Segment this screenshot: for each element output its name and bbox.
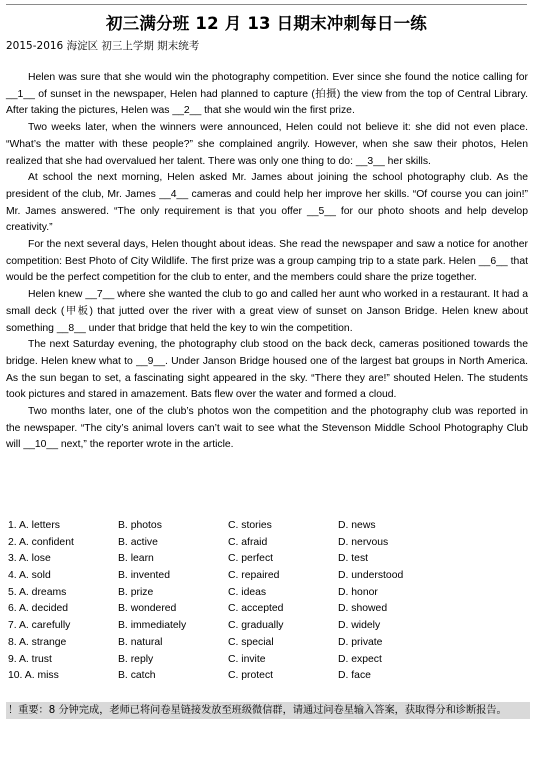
- question-row: [8, 568, 448, 585]
- option-d: D. news: [338, 520, 376, 531]
- exam-source: 2015-2016 海淀区 初三上学期 期末统考: [6, 40, 200, 52]
- question-row: [8, 601, 448, 618]
- option-d: D. test: [338, 553, 369, 565]
- top-rule: [6, 4, 527, 5]
- question-row: [8, 635, 448, 652]
- option-a: 1. A. letters: [8, 520, 60, 531]
- paragraph: The next Saturday evening, the photography club stood on the back deck, cameras positioned towards the bridge. Helen knew what to __9__. Under Janson Bridge housed one of the largest bat groups in North America. As the sun began to set, a fascinating sight appeared in the sky. “There they are!” shouted Helen. The students took pictures and stared in amazement. Bats flew over the water and formed a cloud.: [6, 339, 528, 401]
- paragraph: At school the next morning, Helen asked Mr. James about joining the school photography club. As the president of the club, Mr. James __4__ cameras and could help her improve her skills. “Of course you can join!” Mr. James answered. “The only requirement is that you offer __5__ for our photo shoots and help develop creativity.”: [6, 172, 528, 234]
- option-d: D. widely: [338, 620, 381, 632]
- answer-options: [8, 518, 448, 685]
- question-row: [8, 668, 448, 685]
- option-b: B. immediately: [118, 620, 187, 632]
- option-a: 7. A. carefully: [8, 620, 71, 632]
- paragraph: Two months later, one of the club’s photos won the competition and the photography club was reported in the newspaper. “The city’s animal lovers can’t wait to see what the Stevenson Middle School Photography Club will __10__ next,” the reporter wrote in the article.: [6, 406, 528, 451]
- cloze-passage: [6, 70, 528, 454]
- option-b: B. wondered: [118, 603, 177, 615]
- option-a: 6. A. decided: [8, 603, 69, 615]
- option-c: C. special: [228, 636, 274, 648]
- question-row: [8, 535, 448, 552]
- option-a: 4. A. sold: [8, 570, 51, 582]
- paragraph: Helen was sure that she would win the photography competition. Ever since she found the notice calling for __1__ of sunset in the newspaper, Helen had planned to capture (拍摄) the view from the top of Central Library. After taking the pictures, Helen was __2__ that she would win the first prize.: [6, 72, 528, 117]
- option-c: C. stories: [228, 520, 272, 531]
- paragraph: Helen knew __7__ where she wanted the club to go and called her aunt who worked in a restaurant. It had a small deck (甲板) that jutted over the river with a great view of sunset on Janson Bridge. Helen knew about something __8__ under that bridge that held the key to win the competition.: [6, 289, 528, 334]
- option-c: C. perfect: [228, 553, 274, 565]
- option-b: B. photos: [118, 520, 162, 531]
- option-b: B. invented: [118, 570, 170, 582]
- option-c: C. accepted: [228, 603, 284, 615]
- option-b: B. learn: [118, 553, 154, 565]
- option-c: C. gradually: [228, 620, 284, 632]
- option-c: C. repaired: [228, 570, 280, 582]
- option-d: D. honor: [338, 586, 378, 598]
- question-row: [8, 618, 448, 635]
- option-a: 3. A. lose: [8, 553, 51, 565]
- option-b: B. active: [118, 536, 158, 548]
- paragraph: For the next several days, Helen thought about ideas. She read the newspaper and saw a notice for another competition: Best Photo of City Wildlife. The first prize was a group camping trip to a state park. Helen __6__ that would be the perfect competition for the club to enter, and the members could share the prize together.: [6, 239, 528, 284]
- option-c: C. ideas: [228, 586, 267, 598]
- option-b: B. natural: [118, 636, 163, 648]
- option-a: 2. A. confident: [8, 536, 74, 548]
- option-c: C. protect: [228, 670, 274, 682]
- option-d: D. private: [338, 636, 383, 648]
- option-b: B. catch: [118, 670, 156, 682]
- important-notice: ！重要：8 分钟完成，老师已将问卷星链接发放至班级微信群，请通过问卷星输入答案，获取得分和诊断报告。: [6, 702, 530, 719]
- option-b: B. reply: [118, 653, 154, 665]
- page-title: 初三满分班 12 月 13 日期末冲刺每日一练: [105, 14, 427, 33]
- option-b: B. prize: [118, 586, 154, 598]
- option-d: D. understood: [338, 570, 404, 582]
- question-row: [8, 652, 448, 669]
- option-d: D. expect: [338, 653, 382, 665]
- option-a: 9. A. trust: [8, 653, 52, 665]
- question-row: [8, 518, 448, 535]
- option-c: C. invite: [228, 653, 266, 665]
- option-a: 8. A. strange: [8, 636, 67, 648]
- option-d: D. face: [338, 670, 371, 682]
- option-d: D. nervous: [338, 536, 389, 548]
- option-a: 5. A. dreams: [8, 586, 67, 598]
- question-row: [8, 551, 448, 568]
- question-row: [8, 585, 448, 602]
- paragraph: Two weeks later, when the winners were announced, Helen could not believe it: she did not even place. “What’s the matter with these people?” she complained angrily. However, when she saw their photos, Helen realized that she had overvalued her talent. There was only one thing to do: __3__ her skills.: [6, 122, 528, 167]
- option-d: D. showed: [338, 603, 388, 615]
- option-a: 10. A. miss: [8, 670, 59, 682]
- option-c: C. afraid: [228, 536, 268, 548]
